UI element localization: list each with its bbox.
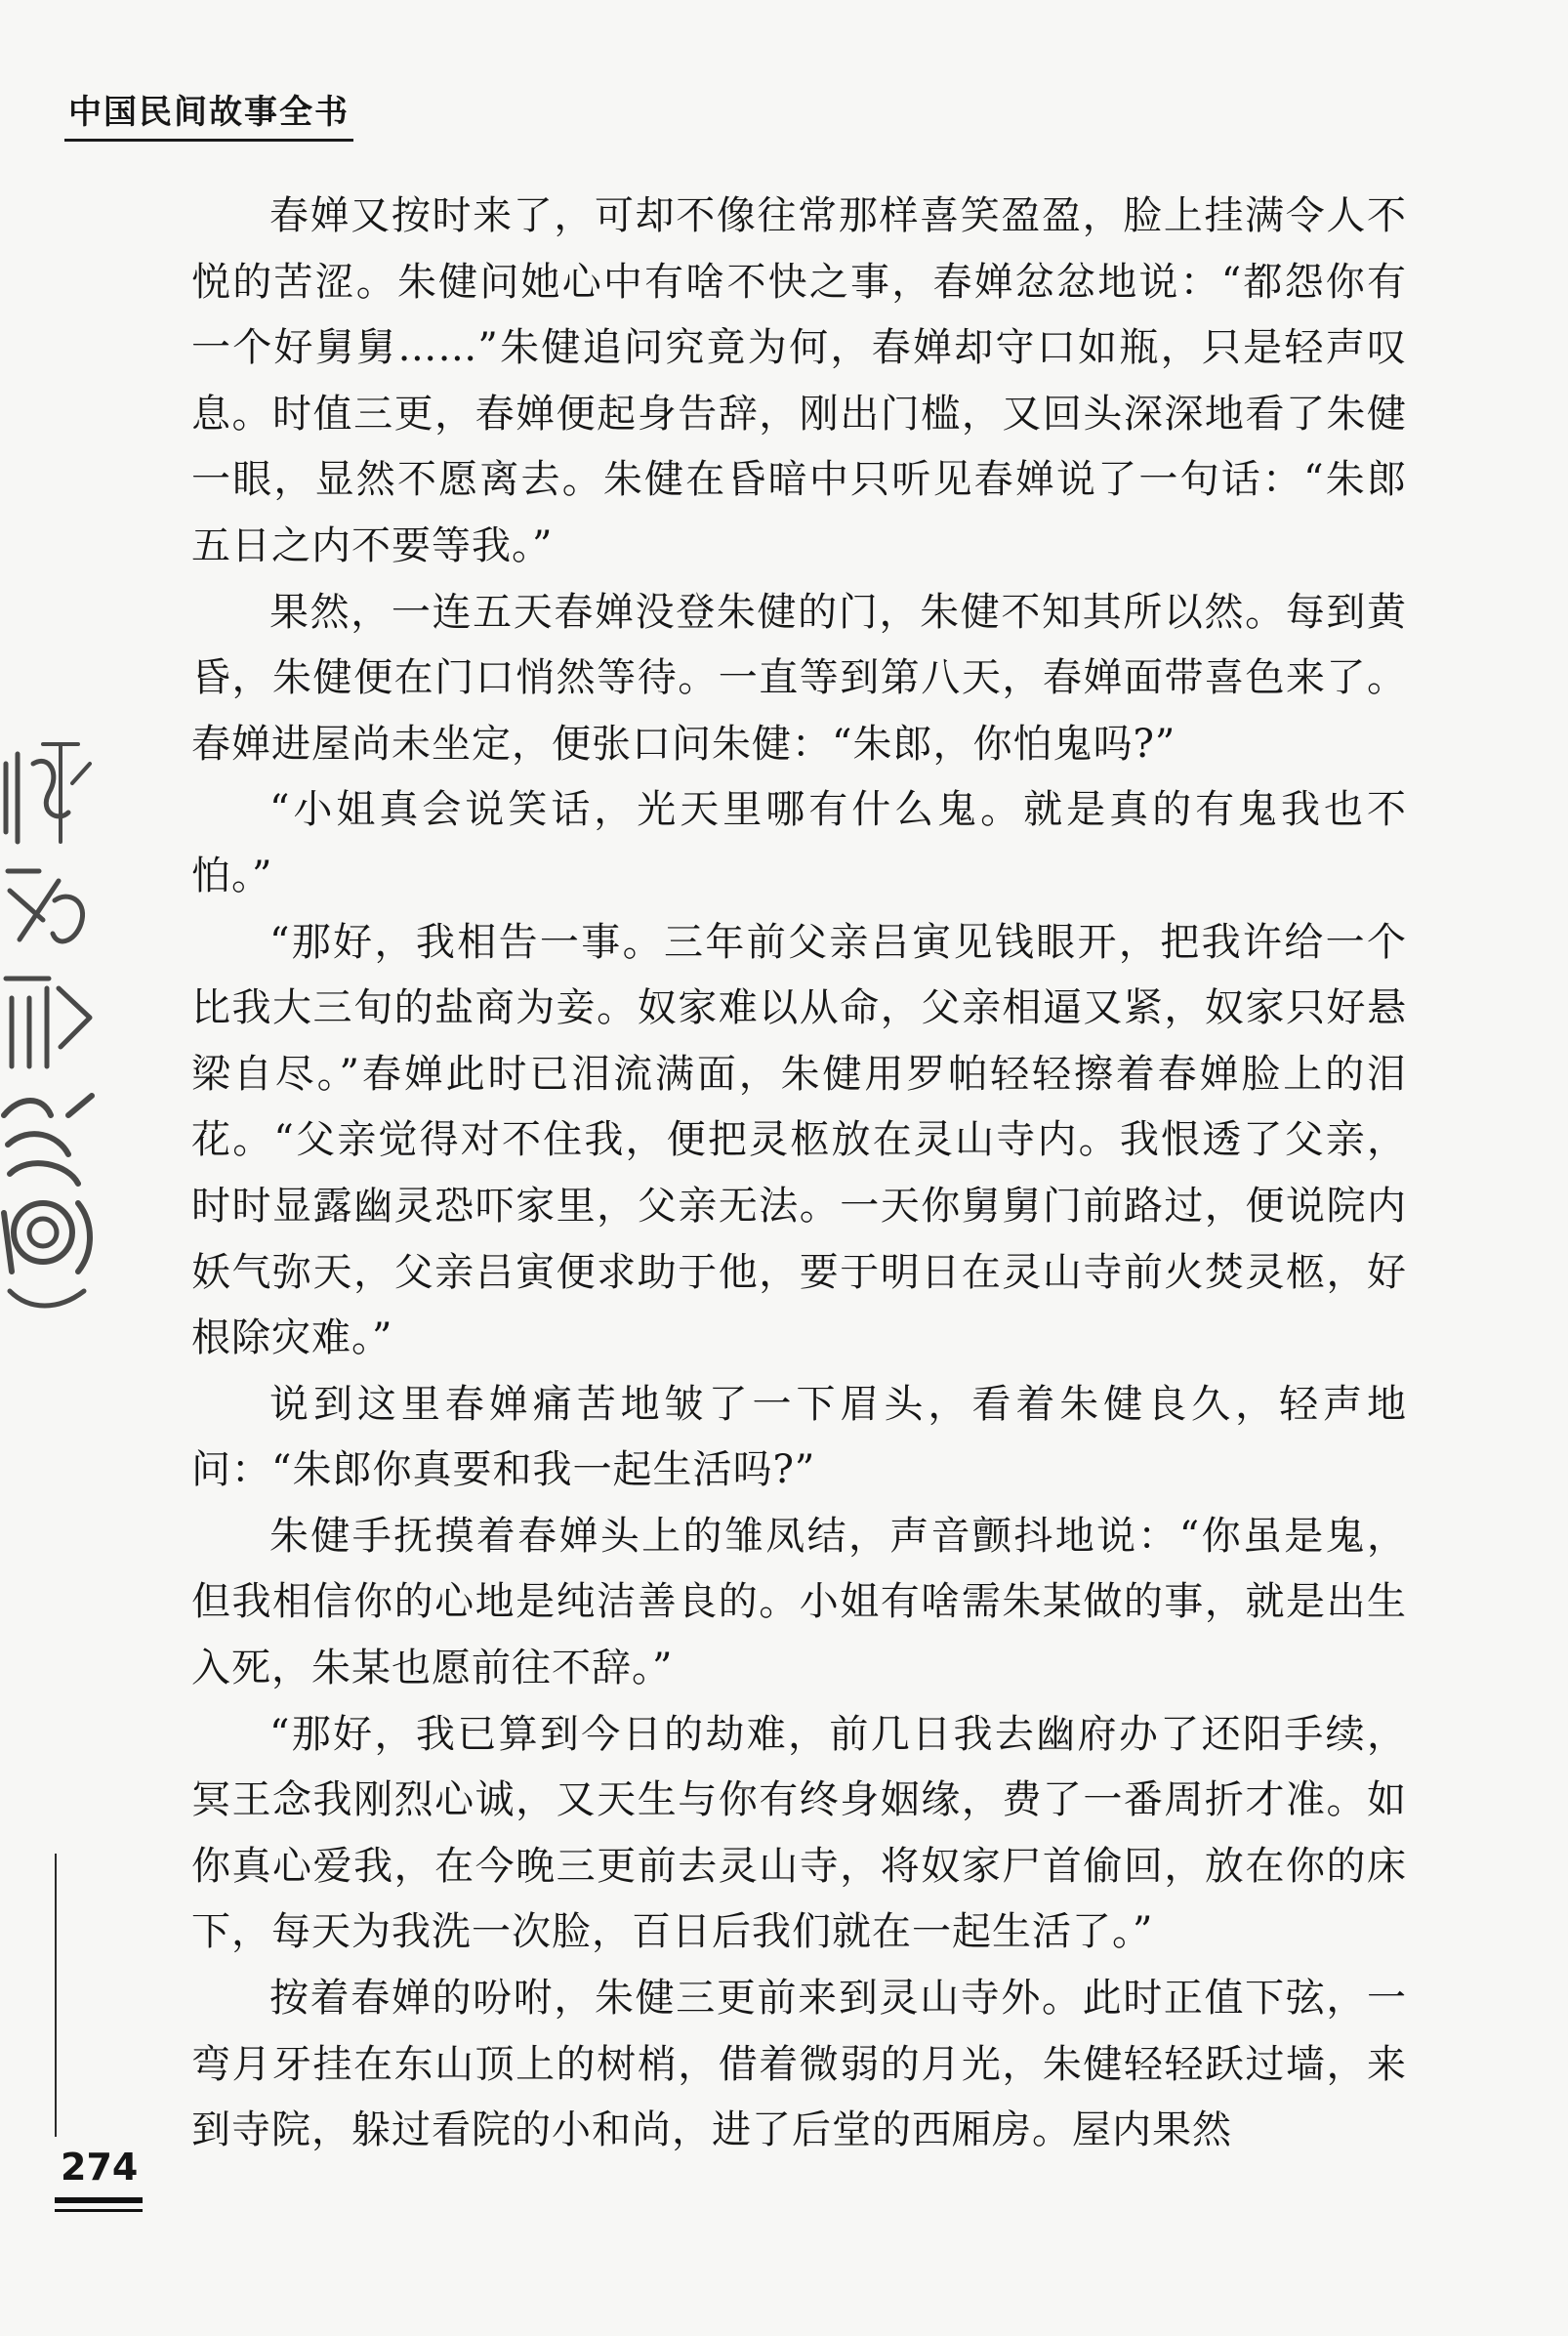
paragraph-4: “那好，我相告一事。三年前父亲吕寅见钱眼开，把我许给一个比我大三旬的盐商为妾。奴家难以从命，父亲相逼又紧，奴家只好悬梁自尽。”春婵此时已泪流满面，朱健用罗帕轻轻擦着春婵脸上的泪花。“父亲觉得对不住我，便把灵柩放在灵山寺内。我恨透了父亲，时时显露幽灵恐吓家里，父亲无法。一天你舅舅门前路过，便说院内妖气弥天，父亲吕寅便求助于他，要于明日在灵山寺前火焚灵柩，好根除灾难。” (191, 919, 1407, 1361)
paragraph-7: “那好，我已算到今日的劫难，前几日我去幽府办了还阳手续，冥王念我刚烈心诚，又天生与你有终身姻缘，费了一番周折才准。如你真心爱我，在今晚三更前去灵山寺，将奴家尸首偷回，放在你的床下，每天为我洗一次脸，百日后我们就在一起生活了。” (191, 1711, 1407, 1955)
paragraph-1: 春婵又按时来了，可却不像往常那样喜笑盈盈，脸上挂满令人不悦的苦涩。朱健问她心中有啥不快之事，春婵忿忿地说：“都怨你有一个好舅舅……”朱健追问究竟为何，春婵却守口如瓶，只是轻声叹息。时值三更，春婵便起身告辞，刚出门槛，又回头深深地看了朱健一眼，显然不愿离去。朱健在昏暗中只听见春婵说了一句话：“朱郎五日之内不要等我。” (191, 193, 1407, 568)
paragraph-6: 朱健手抚摸着春婵头上的雏凤结，声音颤抖地说：“你虽是鬼，但我相信你的心地是纯洁善良的。小姐有啥需朱某做的事，就是出生入死，朱某也愿前往不辞。” (191, 1513, 1407, 1691)
ornament-stroke (8, 871, 83, 941)
paragraph-8: 按着春婵的吩咐，朱健三更前来到灵山寺外。此时正值下弦，一弯月牙挂在东山顶上的树梢，借着微弱的月光，朱健轻轻跃过墙，来到寺院，躲过看院的小和尚，进了后堂的西厢房。屋内果然 (191, 1976, 1407, 2153)
footer-bar-thin (55, 2209, 143, 2212)
left-margin-rule (55, 1854, 57, 2137)
story-body (191, 184, 1407, 2164)
footer-bar-thick (55, 2197, 143, 2203)
ornament-stroke (6, 979, 90, 1066)
paragraph-2: 果然，一连五天春婵没登朱健的门，朱健不知其所以然。每到黄昏，朱健便在门口悄然等待。一直等到第八天，春婵面带喜色来了。春婵进屋尚未坐定，便张口问朱健：“朱郎，你怕鬼吗?” (191, 589, 1407, 767)
ornament-circle (14, 1203, 72, 1262)
running-header-title: 中国民间故事全书 (68, 93, 350, 132)
page-number: 274 (61, 2146, 139, 2189)
header-underline (64, 139, 353, 142)
paragraph-5: 说到这里春婵痛苦地皱了一下眉头，看着朱健良久，轻声地问：“朱郎你真要和我一起生活吗?” (191, 1381, 1407, 1493)
ornament-circle (29, 1219, 57, 1246)
ornament-stroke (4, 1096, 92, 1184)
side-ornament-decoration (0, 725, 96, 1330)
ornament-stroke (10, 1291, 84, 1306)
paragraph-3: “小姐真会说笑话，光天里哪有什么鬼。就是真的有鬼我也不怕。” (191, 787, 1407, 898)
